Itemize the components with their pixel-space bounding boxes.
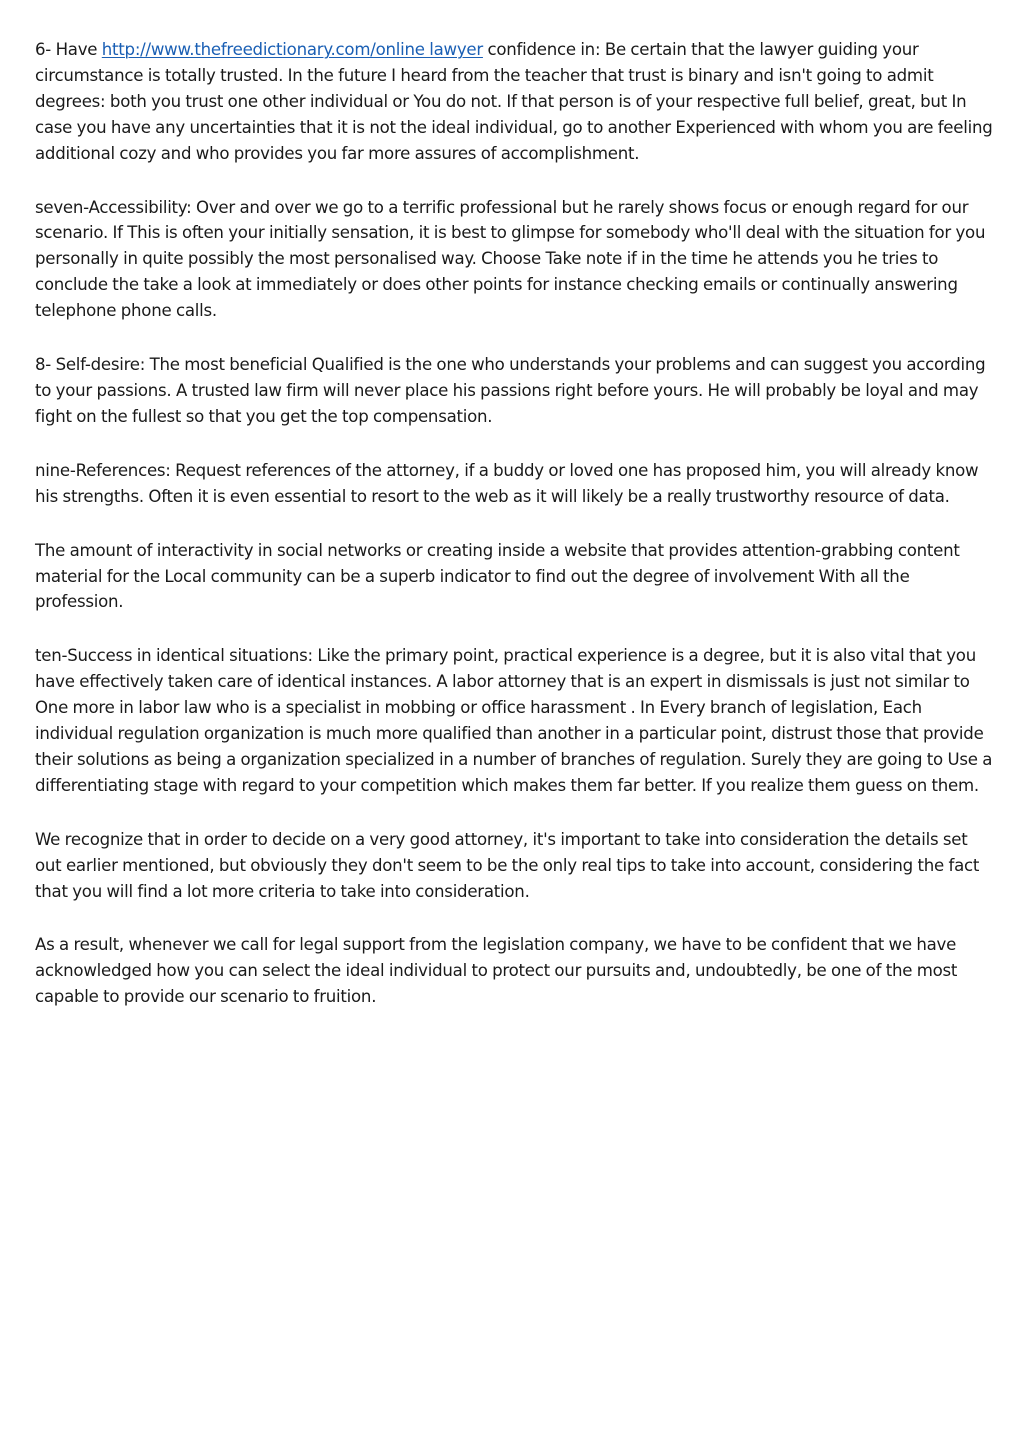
paragraph-suffix: confidence in: Be certain that the lawyer guiding your circumstance is totally trusted. In the future I heard from the teacher that trust is binary and isn't going to admit degrees: both you trust one other individual or You do not. If that person is of your respective full belief, great, but In case you have any uncertainties that it is not the ideal individual, go to another Experienced with whom you are feeling additional cozy and who provides you far more assures of accomplishment. bbox=[35, 40, 993, 163]
paragraph-recognize: We recognize that in order to decide on a very good attorney, it's important to take into consideration the details set out earlier mentioned, but obviously they don't seem to be the only real tips to take into account, considering the fact that you will find a lot more criteria to take into consideration. bbox=[35, 829, 980, 901]
paragraph-accessibility: seven-Accessibility: Over and over we go to a terrific professional but he rarely shows focus or enough regard for our scenario. If This is often your initially sensation, it is best to glimpse for somebody who'll deal with the situation for you personally in quite possibly the most personalised way. Choose Take note if in the time he attends you he tries to conclude the take a look at immediately or does other points for instance checking emails or continually answering telephone phone calls. bbox=[35, 197, 986, 321]
paragraph-success: ten-Success in identical situations: Like the primary point, practical experience is a degree, but it is also vital that you have effectively taken care of identical instances. A labor attorney that is an expert in dismissals is just not similar to One more in labor law who is a specialist in mobbing or office harassment . In Every branch of legislation, Each individual regulation organization is much more qualified than another in a particular point, distrust those that provide their solutions as being a organization specialized in a number of branches of regulation. Surely they are going to Use a differentiating stage with regard to your competition which makes them far better. If you realize them guess on them. bbox=[35, 646, 993, 795]
paragraph-conclusion: As a result, whenever we call for legal support from the legislation company, we have to be confident that we have acknowledged how you can select the ideal individual to protect our pursuits and, undoubtedly, be one of the most capable to provide our scenario to fruition. bbox=[35, 935, 958, 1007]
paragraph-self-desire: 8- Self-desire: The most beneficial Qualified is the one who understands your problems and can suggest you according to your passions. A trusted law firm will never place his passions right before yours. He will probably be loyal and may fight on the fullest so that you get the top compensation. bbox=[35, 355, 986, 426]
paragraph-trust bbox=[35, 37, 997, 167]
paragraph-prefix: 6- Have bbox=[35, 40, 102, 59]
paragraph-interactivity: The amount of interactivity in social networks or creating inside a website that provides attention-grabbing content material for the Local community can be a superb indicator to find out the degree of involvement With all the profession. bbox=[35, 540, 960, 612]
online-lawyer-link[interactable]: http://www.thefreedictionary.com/online lawyer bbox=[101, 40, 483, 59]
paragraph-references: nine-References: Request references of the attorney, if a buddy or loved one has proposed him, you will already know his strengths. Often it is even essential to resort to the web as it will likely be a really trustworthy resource of data. bbox=[35, 460, 979, 506]
document-body bbox=[35, 37, 997, 1038]
